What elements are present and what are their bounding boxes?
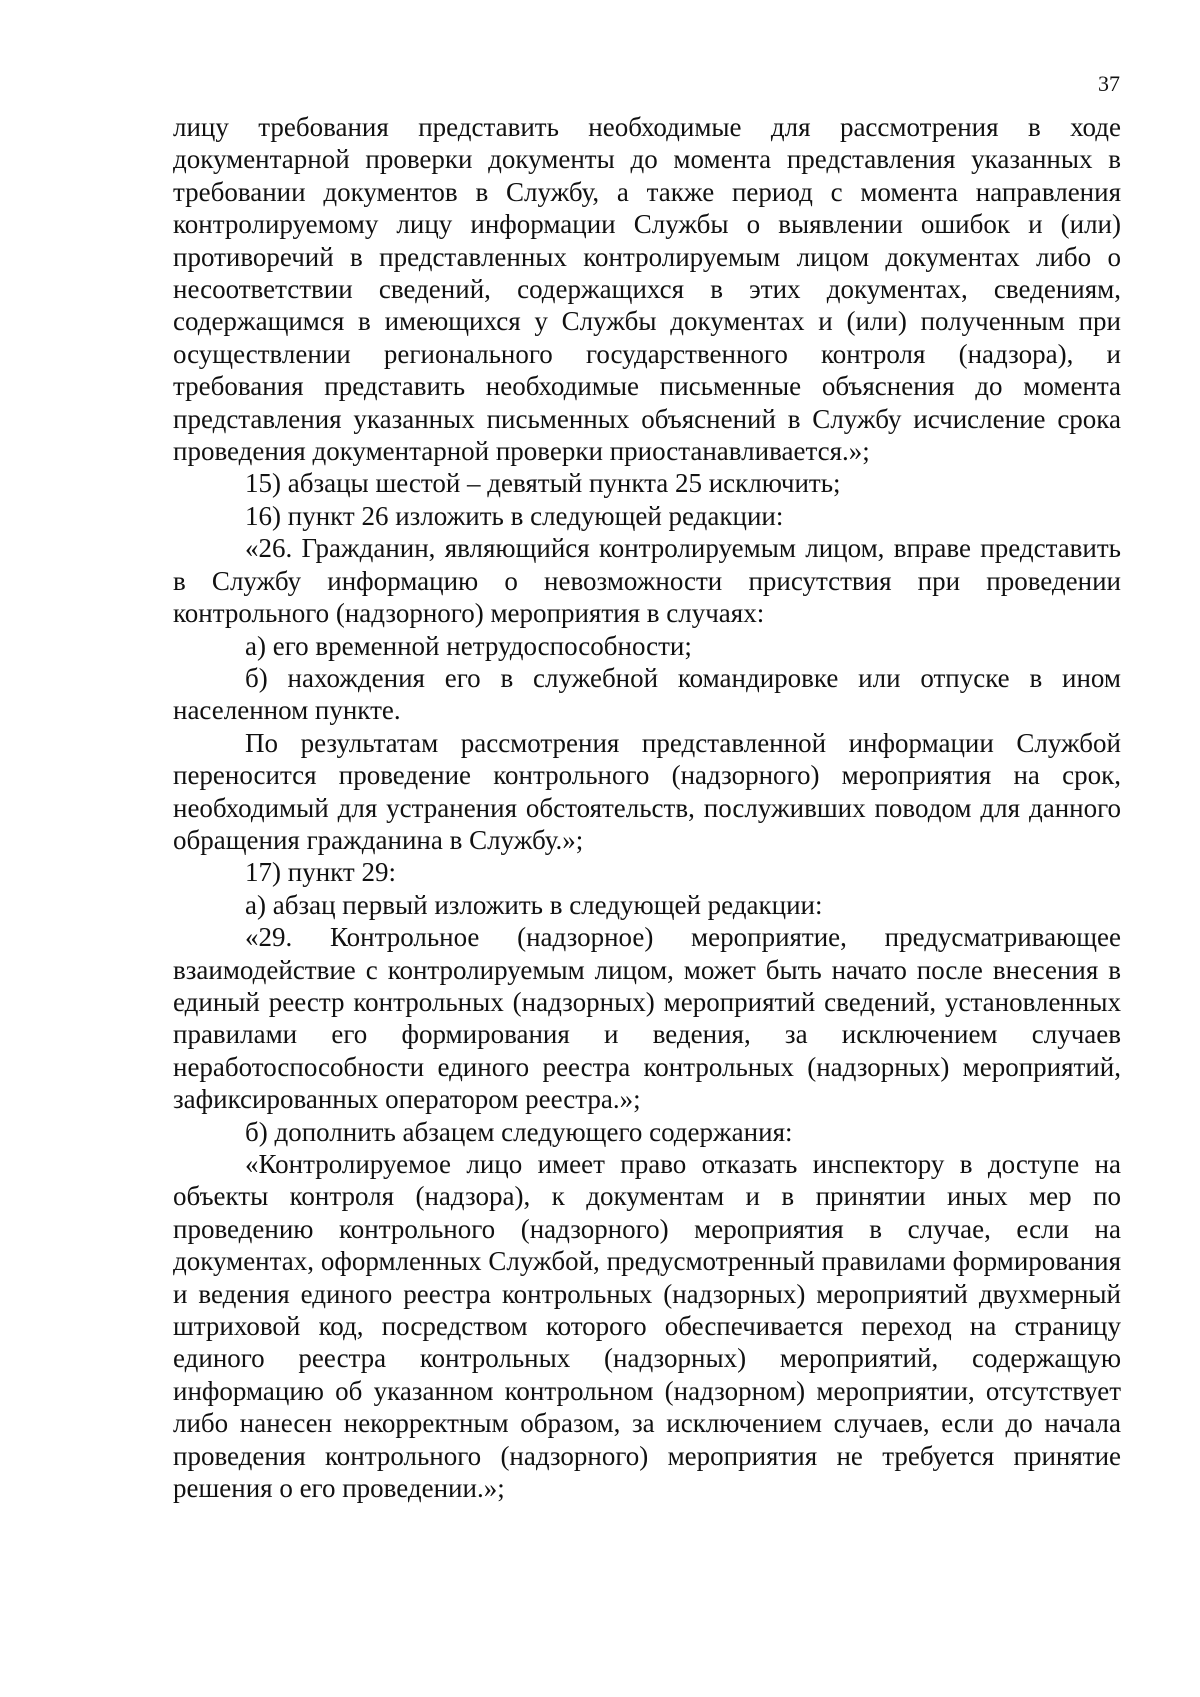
document-body: [173, 111, 1121, 1504]
paragraph-item-16: 16) пункт 26 изложить в следующей редакции:: [245, 500, 784, 531]
paragraph-subitem-b: б) нахождения его в служебной командировке или отпуске в ином населенном пункте.: [173, 662, 1121, 726]
page-number: 37: [1098, 71, 1120, 96]
paragraph-subitem-a: а) его временной нетрудоспособности;: [245, 630, 692, 661]
paragraph-clause-29: «29. Контрольное (надзорное) мероприятие, предусматривающее взаимодействие с контролируемым лицом, может быть начато после внесения в единый реестр контрольных (надзорных) мероприятий сведений, установленных правилами его формирования и ведения, за исключением случаев неработоспособности единого реестра контрольных (надзорных) мероприятий, зафиксированных оператором реестра.»;: [173, 922, 1121, 1115]
paragraph-clause-26: «26. Гражданин, являющийся контролируемым лицом, вправе представить в Службу информацию о невозможности присутствия при проведении контрольного (надзорного) мероприятия в случаях:: [173, 533, 1121, 629]
paragraph-item-17-a: а) абзац первый изложить в следующей редакции:: [245, 889, 823, 920]
paragraph-refusal-right: «Контролируемое лицо имеет право отказать инспектору в доступе на объекты контроля (надзора), к документам и в принятии иных мер по проведению контрольного (надзорного) мероприятия в случае, если на документах, оформленных Службой, предусмотренный правилами формирования и ведения единого реестра контрольных (надзорных) мероприятий двухмерный штриховой код, посредством которого обеспечивается переход на страницу единого реестра контрольных (надзорных) мероприятий, содержащую информацию об указанном контрольном (надзорном) мероприятии, отсутствует либо нанесен некорректным образом, за исключением случаев, если до начала проведения контрольного (надзорного) мероприятия не требуется принятие решения о его проведении.»;: [173, 1149, 1121, 1504]
paragraph-item-15: 15) абзацы шестой – девятый пункта 25 исключить;: [245, 468, 841, 499]
paragraph-item-17: 17) пункт 29:: [245, 857, 396, 888]
paragraph-results: По результатам рассмотрения представленной информации Службой переносится проведение контрольного (надзорного) мероприятия на срок, необходимый для устранения обстоятельств, послуживших поводом для данного обращения гражданина в Службу.»;: [173, 727, 1121, 855]
paragraph-item-17-b: б) дополнить абзацем следующего содержания:: [245, 1116, 793, 1147]
paragraph-continuation: лицу требования представить необходимые для рассмотрения в ходе документарной проверки документы до момента представления указанных в требовании документов в Службу, а также период с момента направления контролируемому лицу информации Службы о выявлении ошибок и (или) противоречий в представленных контролируемым лицом документах либо о несоответствии сведений, содержащихся в этих документах, сведениям, содержащимся в имеющихся у Службы документах и (или) полученным при осуществлении регионального государственного контроля (надзора), и требования представить необходимые письменные объяснения до момента представления указанных письменных объяснений в Службу исчисление срока проведения документарной проверки приостанавливается.»;: [173, 112, 1121, 467]
